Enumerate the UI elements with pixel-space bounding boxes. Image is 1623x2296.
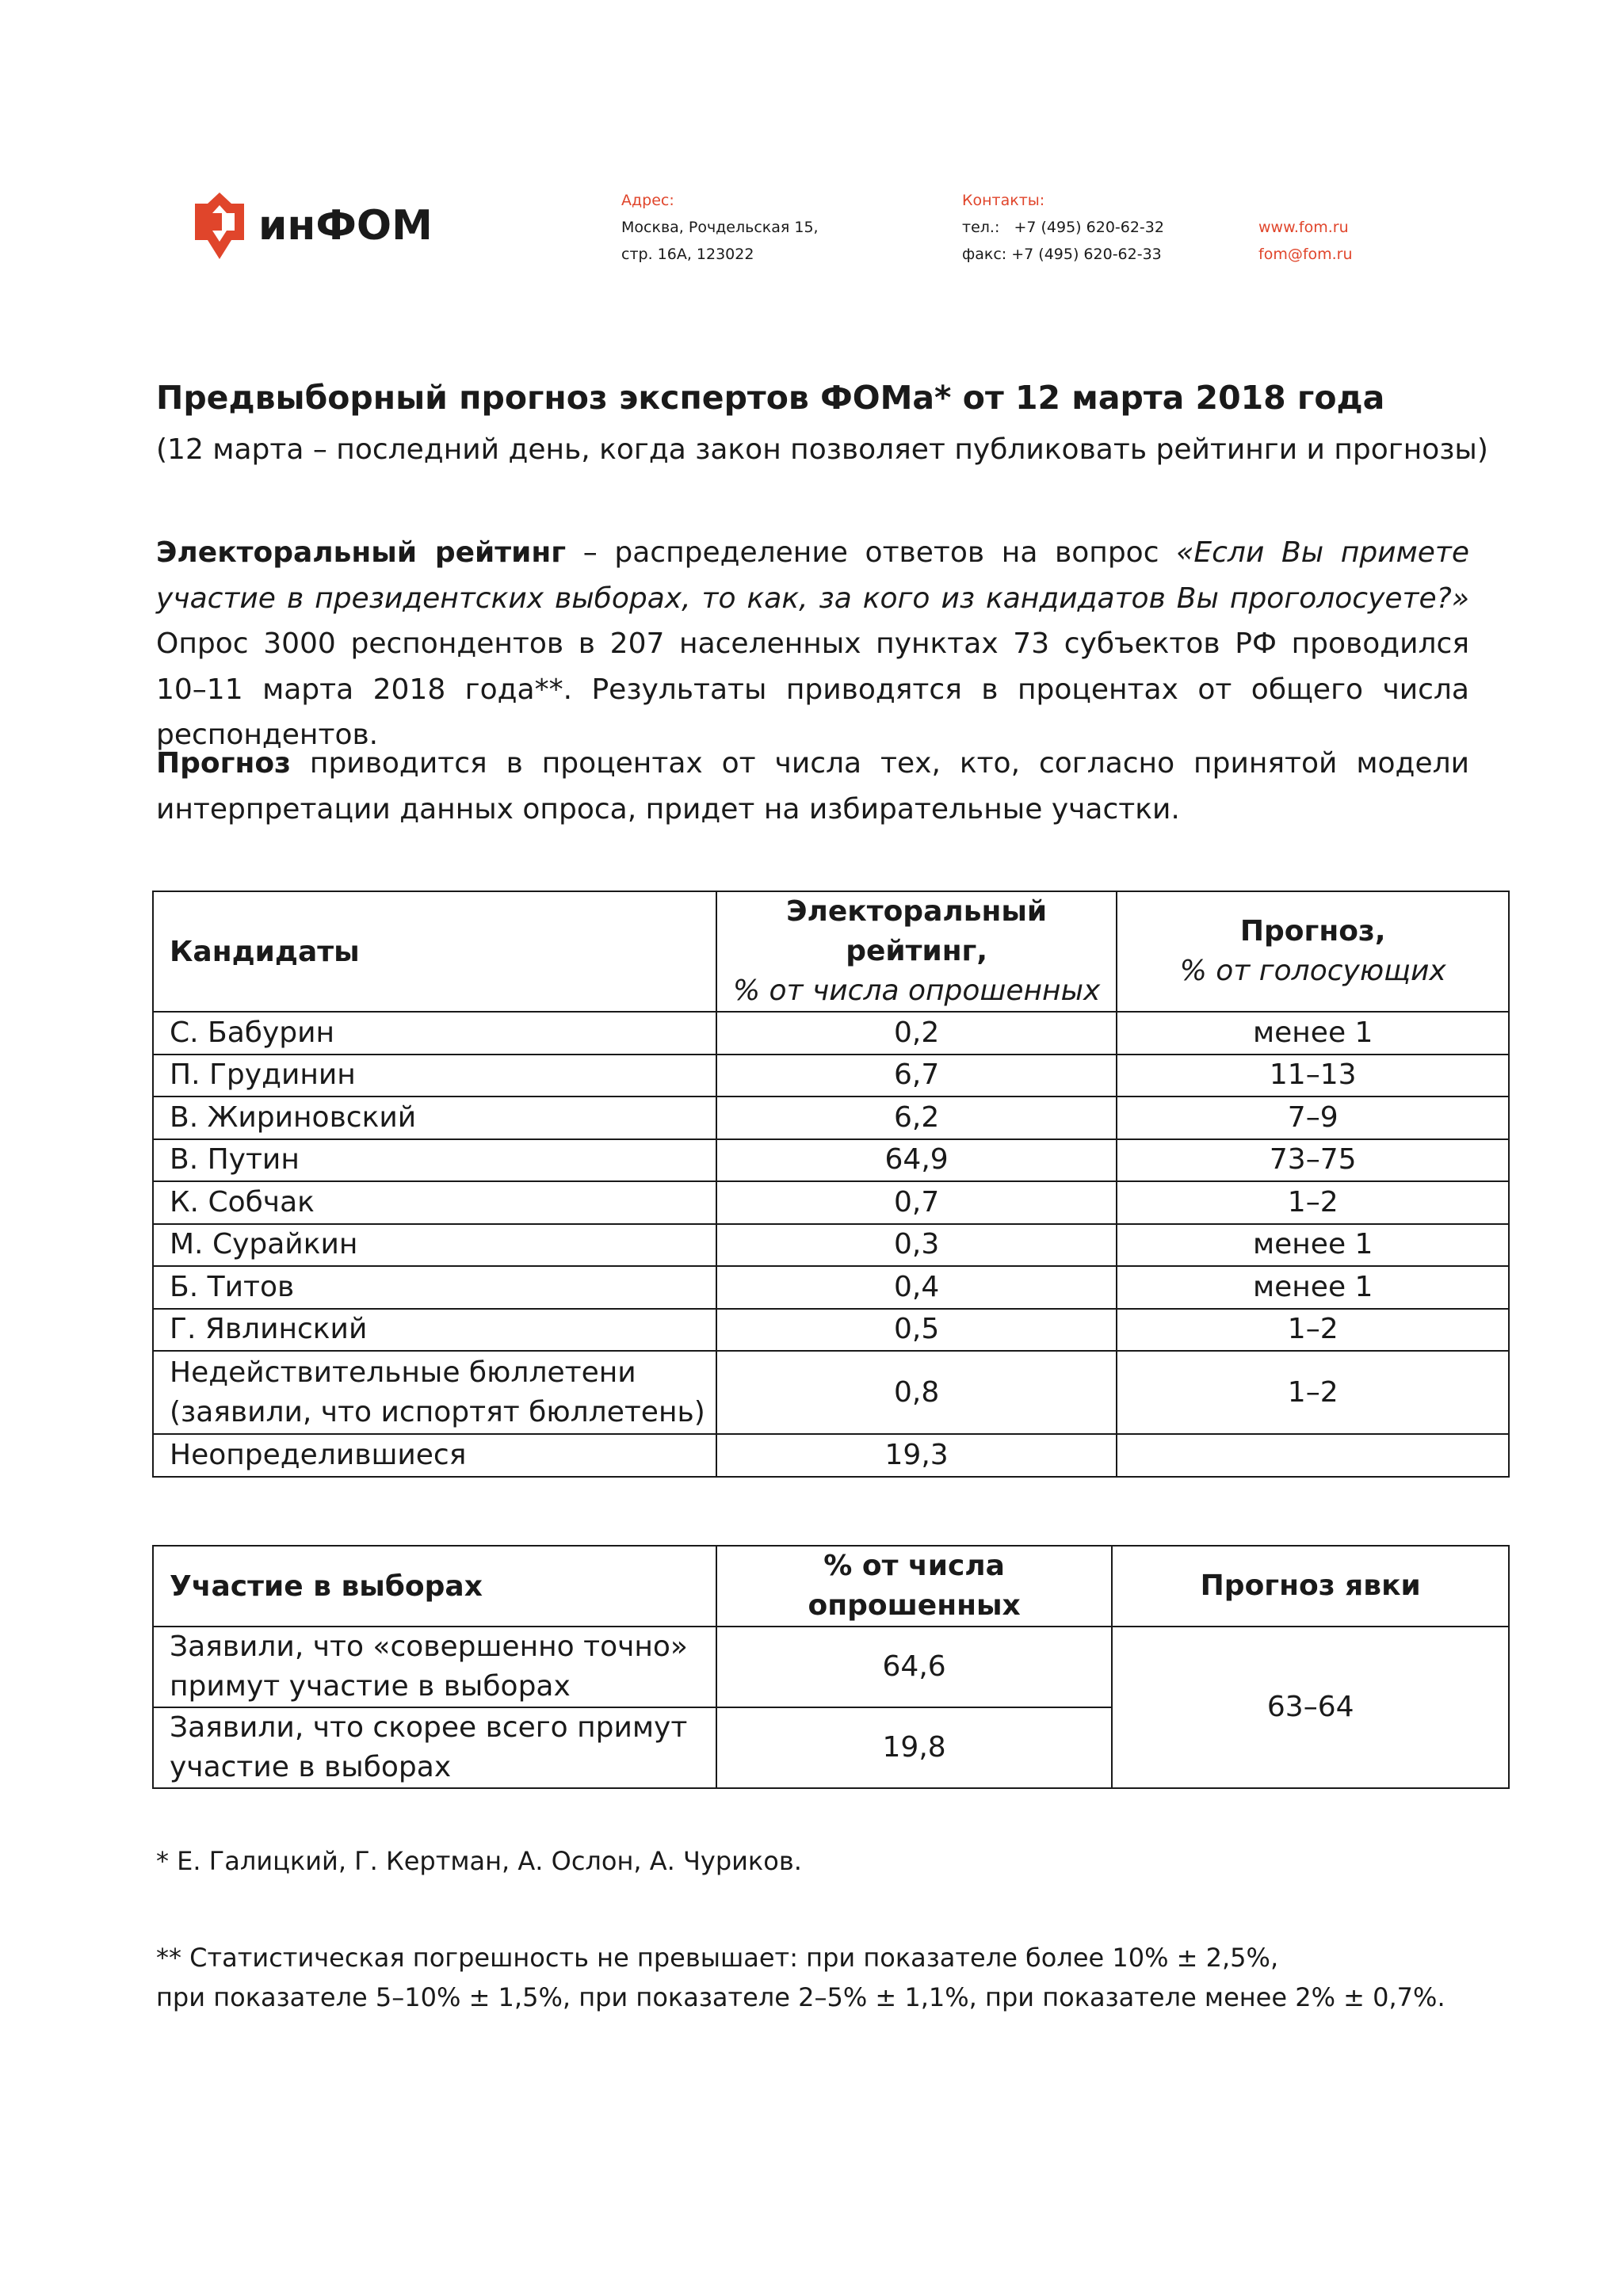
fom-logo-icon xyxy=(195,193,244,259)
header-percent xyxy=(716,1546,1113,1627)
header-candidates: Кандидаты xyxy=(153,891,716,1012)
header-rating xyxy=(716,891,1117,1012)
candidate-forecast: 1–2 xyxy=(1117,1309,1509,1352)
table-row xyxy=(153,1055,1509,1097)
company-logo xyxy=(195,193,433,259)
candidate-name: В. Жириновский xyxy=(153,1097,716,1139)
candidates-table xyxy=(152,891,1510,1478)
candidate-name: Б. Титов xyxy=(153,1266,716,1309)
website-link[interactable]: www.fom.ru xyxy=(1258,219,1349,236)
email-link[interactable]: fom@fom.ru xyxy=(1258,246,1353,263)
participation-likely-label xyxy=(153,1707,716,1788)
contacts-label: Контакты: xyxy=(962,192,1045,209)
footnote-authors: * Е. Галицкий, Г. Кертман, А. Ослон, А. Чуриков. xyxy=(156,1846,802,1876)
header-turnout xyxy=(1112,1546,1509,1627)
table-header-row xyxy=(153,1546,1509,1627)
logo-text: инФОМ xyxy=(258,202,433,250)
page-subtitle: (12 марта – последний день, когда закон позволяет публиковать рейтинги и прогнозы) xyxy=(156,433,1488,466)
candidate-forecast: 1–2 xyxy=(1117,1181,1509,1224)
table-row xyxy=(153,1266,1509,1309)
candidate-forecast: 11–13 xyxy=(1117,1055,1509,1097)
invalid-ballots-line1: Недействительные бюллетени xyxy=(170,1356,636,1389)
contacts-block xyxy=(962,187,1164,268)
turnout-forecast-value: 63–64 xyxy=(1112,1627,1509,1788)
table-header-row xyxy=(153,891,1509,1012)
candidate-forecast: менее 1 xyxy=(1117,1012,1509,1055)
candidate-forecast: менее 1 xyxy=(1117,1266,1509,1309)
table-row xyxy=(153,1627,1509,1707)
header-rating-line3: % от числа опрошенных xyxy=(732,974,1101,1007)
undecided-label: Неопределившиеся xyxy=(153,1434,716,1477)
footnote-error-line2: при показателе 5–10% ± 1,5%, при показателе 2–5% ± 1,1%, при показателе менее 2% ± 0,7%. xyxy=(156,1982,1445,2012)
table-row xyxy=(153,1139,1509,1182)
footnote-error xyxy=(156,1938,1445,2017)
candidate-name: М. Сурайкин xyxy=(153,1224,716,1267)
participation-likely-line2: участие в выборах xyxy=(170,1751,452,1783)
header-forecast xyxy=(1117,891,1509,1012)
candidate-rating: 0,3 xyxy=(716,1224,1117,1267)
header-percent-line1: % от числа xyxy=(823,1550,1005,1582)
header-percent-line2: опрошенных xyxy=(808,1589,1021,1622)
header-forecast-line1: Прогноз, xyxy=(1239,915,1386,948)
participation-certain-value: 64,6 xyxy=(716,1627,1113,1707)
candidate-name: В. Путин xyxy=(153,1139,716,1182)
table-row xyxy=(153,1309,1509,1352)
candidate-rating: 64,9 xyxy=(716,1139,1117,1182)
survey-question: «Если Вы примете участие в президентских выборах, то как, за кого из кандидатов Вы проголосуете?» xyxy=(156,536,1469,615)
undecided-forecast xyxy=(1117,1434,1509,1477)
rating-term: Электоральный рейтинг xyxy=(156,536,567,569)
candidate-rating: 0,5 xyxy=(716,1309,1117,1352)
table-row xyxy=(153,1181,1509,1224)
candidate-name: К. Собчак xyxy=(153,1181,716,1224)
table-row xyxy=(153,1224,1509,1267)
participation-certain-line2: примут участие в выборах xyxy=(170,1670,571,1703)
invalid-ballots-label xyxy=(153,1351,716,1434)
candidate-name: Г. Явлинский xyxy=(153,1309,716,1352)
address-line-1: Москва, Рочдельская 15, xyxy=(621,219,819,236)
undecided-rating: 19,3 xyxy=(716,1434,1117,1477)
participation-likely-value: 19,8 xyxy=(716,1707,1113,1788)
forecast-description xyxy=(156,741,1469,832)
rating-description xyxy=(156,530,1469,758)
header-rating-line2: рейтинг, xyxy=(846,935,988,967)
fax-number: факс: +7 (495) 620-62-33 xyxy=(962,246,1162,263)
address-line-2: стр. 16А, 123022 xyxy=(621,246,754,263)
candidate-forecast: менее 1 xyxy=(1117,1224,1509,1267)
phone-number: тел.: +7 (495) 620-62-32 xyxy=(962,219,1164,236)
candidate-rating: 0,4 xyxy=(716,1266,1117,1309)
candidate-name: С. Бабурин xyxy=(153,1012,716,1055)
table-row xyxy=(153,1012,1509,1055)
candidate-name: П. Грудинин xyxy=(153,1055,716,1097)
candidate-forecast: 7–9 xyxy=(1117,1097,1509,1139)
candidate-rating: 6,2 xyxy=(716,1097,1117,1139)
footnote-error-line1: ** Статистическая погрешность не превышает: при показателе более 10% ± 2,5%, xyxy=(156,1943,1279,1973)
header-rating-line1: Электоральный xyxy=(786,895,1048,928)
address-block xyxy=(621,187,819,268)
participation-certain-label xyxy=(153,1627,716,1707)
candidate-forecast: 73–75 xyxy=(1117,1139,1509,1182)
turnout-table xyxy=(152,1545,1510,1789)
table-row-undecided xyxy=(153,1434,1509,1477)
rating-text-b: Опрос 3000 респондентов в 207 населенных пунктах 73 субъектов РФ проводился 10–11 марта 2018 года**. Результаты приводятся в процентах от общего числа респондентов. xyxy=(156,627,1469,751)
page-title: Предвыборный прогноз экспертов ФОМа* от 12 марта 2018 года xyxy=(156,379,1385,417)
rating-text-a: – распределение ответов на вопрос xyxy=(566,536,1177,569)
forecast-term: Прогноз xyxy=(156,747,291,780)
invalid-ballots-forecast: 1–2 xyxy=(1117,1351,1509,1434)
candidate-rating: 0,7 xyxy=(716,1181,1117,1224)
web-block xyxy=(1258,214,1353,268)
table-row xyxy=(153,1097,1509,1139)
invalid-ballots-rating: 0,8 xyxy=(716,1351,1117,1434)
invalid-ballots-line2: (заявили, что испортят бюллетень) xyxy=(170,1395,705,1428)
header-forecast-line2: % от голосующих xyxy=(1179,955,1446,987)
table-row-invalid-ballots xyxy=(153,1351,1509,1434)
participation-certain-line1: Заявили, что «совершенно точно» xyxy=(170,1630,688,1663)
candidate-rating: 0,2 xyxy=(716,1012,1117,1055)
participation-likely-line1: Заявили, что скорее всего примут xyxy=(170,1711,688,1744)
address-label: Адрес: xyxy=(621,192,674,209)
forecast-text: приводится в процентах от числа тех, кто, согласно принятой модели интерпретации данных опроса, придет на избирательные участки. xyxy=(156,747,1469,826)
header-participation: Участие в выборах xyxy=(153,1546,716,1627)
header-turnout-label: Прогноз явки xyxy=(1200,1569,1421,1602)
candidate-rating: 6,7 xyxy=(716,1055,1117,1097)
